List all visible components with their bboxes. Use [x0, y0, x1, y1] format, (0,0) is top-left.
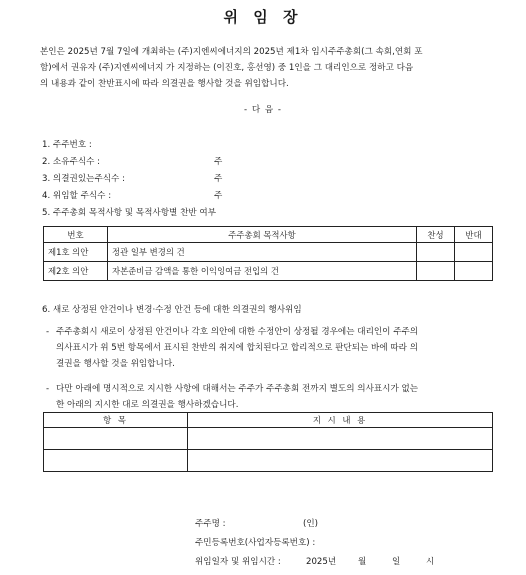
agenda-subject: 자본준비금 감액을 통한 이익잉여금 전입의 건	[108, 262, 417, 281]
item-voting-shares	[42, 172, 223, 184]
header-for: 찬성	[417, 227, 455, 243]
item-label: 3. 의결권있는주식수 :	[42, 174, 125, 184]
paragraph-line: 한 아래의 지시한 대로 의결권을 행사하겠습니다.	[56, 400, 239, 410]
seal-mark: (인)	[303, 519, 319, 529]
item-owned-shares	[42, 155, 223, 167]
item-label: 2. 소유주식수 :	[42, 157, 101, 167]
instruction-item-cell[interactable]	[44, 428, 188, 450]
date-day: 일	[392, 557, 401, 567]
item-agenda-heading	[42, 206, 216, 218]
agenda-number: 제1호 의안	[44, 243, 108, 262]
delegation-date-label: 위임일자 및 위임시간 :	[195, 557, 281, 567]
agenda-row	[44, 243, 493, 262]
agenda-row	[44, 262, 493, 281]
instruction-item-cell[interactable]	[44, 450, 188, 472]
shareholder-name-line	[195, 517, 319, 529]
vote-against-cell[interactable]	[455, 243, 493, 262]
header-against: 반대	[455, 227, 493, 243]
item-label: 4. 위임할 주식수 :	[42, 191, 112, 201]
intro-paragraph	[40, 44, 492, 92]
instruction-row	[44, 428, 493, 450]
vote-for-cell[interactable]	[417, 262, 455, 281]
header-subject: 주주총회 목적사항	[108, 227, 417, 243]
delegation-paragraph-1	[46, 324, 494, 372]
paragraph-line: 다만 아래에 명시적으로 지시한 사항에 대해서는 주주가 주주총회 전까지 별도의 의사표시가 없는	[56, 384, 419, 394]
paragraph-line: 결권을 행사할 것을 위임합니다.	[56, 359, 175, 369]
item-unit: 주	[214, 174, 223, 184]
instruction-header-row	[44, 413, 493, 428]
intro-line: 의 내용과 같이 찬반표시에 따라 의결권을 행사할 것을 위임합니다.	[40, 79, 289, 89]
date-year: 2025년	[306, 557, 337, 567]
item-unit: 주	[214, 191, 223, 201]
vote-against-cell[interactable]	[455, 262, 493, 281]
item-label: 5. 주주총회 목적사항 및 목적사항별 찬반 여부	[42, 208, 217, 218]
header-instruction: 지 시 내 용	[188, 413, 493, 428]
document-title: 위 임 장	[223, 8, 303, 26]
instruction-table	[43, 412, 493, 472]
section-6-heading: 6. 새로 상정된 안건이나 변경·수정 안건 등에 대한 의결권의 행사위임	[42, 305, 302, 315]
agenda-table	[43, 226, 493, 281]
date-hour: 시	[426, 557, 435, 567]
id-number-label: 주민등록번호(사업자등록번호) :	[195, 538, 316, 548]
agenda-header-row	[44, 227, 493, 243]
intro-line: 함)에서 권유자 (주)지엔씨에너지 가 지정하는 (이진호, 홍선영) 중 1인을 그 대리인으로 정하고 다음	[40, 63, 414, 73]
delegation-paragraph-2	[46, 381, 494, 413]
agenda-subject: 정관 일부 변경의 건	[108, 243, 417, 262]
dash-bullet: -	[46, 384, 50, 394]
paragraph-line: 의사표시가 위 5번 항목에서 표시된 찬반의 취지에 합치된다고 합리적으로 판단되는 바에 따라 의	[56, 343, 419, 353]
item-delegated-shares	[42, 189, 223, 201]
instruction-content-cell[interactable]	[188, 450, 493, 472]
date-month: 월	[358, 557, 367, 567]
vote-for-cell[interactable]	[417, 243, 455, 262]
item-unit: 주	[214, 157, 223, 167]
dash-bullet: -	[46, 327, 50, 337]
item-label: 1. 주주번호 :	[42, 140, 92, 150]
agenda-number: 제2호 의안	[44, 262, 108, 281]
paragraph-line: 주주총회시 새로이 상정된 안건이나 각호 의안에 대한 수정안이 상정될 경우에는 대리인이 주주의	[56, 327, 419, 337]
item-shareholder-number	[42, 138, 92, 150]
instruction-content-cell[interactable]	[188, 428, 493, 450]
header-item: 항 목	[44, 413, 188, 428]
header-number: 번호	[44, 227, 108, 243]
section-divider-text: - 다 음 -	[243, 105, 282, 115]
shareholder-name-label: 주주명 :	[195, 519, 226, 529]
delegation-date-line	[195, 555, 435, 567]
instruction-row	[44, 450, 493, 472]
id-number-line	[195, 536, 315, 548]
intro-line: 본인은 2025년 7월 7일에 개최하는 (주)지엔씨에너지의 2025년 제1차 임시주주총회(그 속회,연회 포	[40, 47, 423, 57]
